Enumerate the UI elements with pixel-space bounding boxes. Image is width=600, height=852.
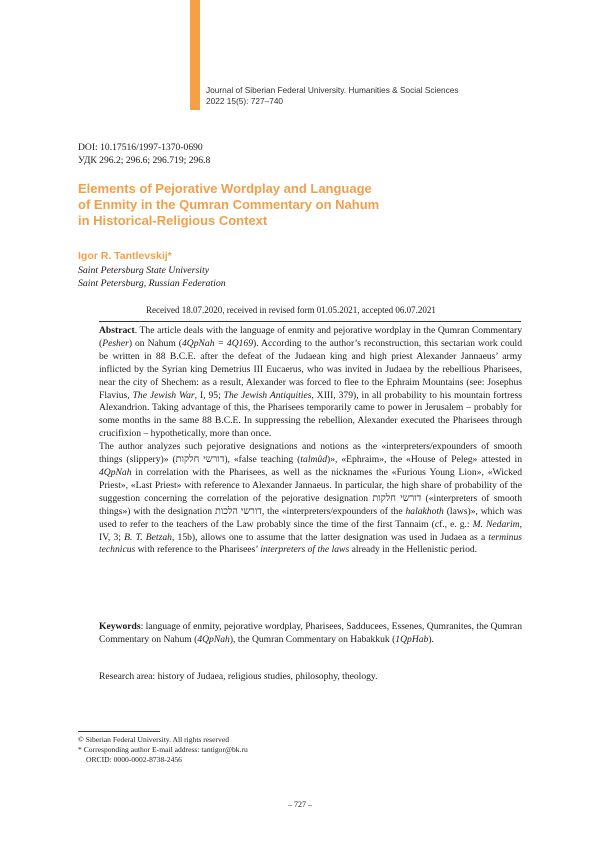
keywords: Keywords: language of enmity, pejorative wordplay, Pharisees, Sadducees, Essenes, Qumranites, the Qumran Commentary on Nahum (4QpNah), the Qumran Commentary on Habakkuk (1QpHab).: [99, 621, 522, 645]
abstract-top-rule: [99, 321, 521, 322]
journal-issue: 2022 15(5): 727–740: [206, 96, 284, 106]
journal-name: Journal of Siberian Federal University. Humanities & Social Sciences: [206, 85, 459, 95]
keywords-label: Keywords: [99, 621, 141, 632]
abstract-paragraph-1: Abstract. The article deals with the language of enmity and pejorative wordplay in the Qumran Commentary (Pesher) on Nahum (4QpNah = 4Q169). According to the author’s reconstruction, this sectarian work could be written in 88 B.C.E. after the defeat of the Judaean king and high priest Alexander Jannaeus’ army inflicted by the Syrian king Demetrius III Eucaerus, who was invited in Judaea by the rebellious Pharisees, near the city of Shechem: as a result, Alexander was forced to flee to the Ephraim Mountains (see: Josephus Flavius, The Jewish War, I, 95; The Jewish Antiquities, XIII, 379), in all probability to his mountain fortress Alexandrion. Taking advantage of this, the Pharisees temporarily came to power in Jerusalem – probably for some months in the same 88 B.C.E. In suppressing the rebellion, Alexander executed the Pharisees through crucifixion – hypothetically, more than once.: [99, 325, 523, 440]
title-line-3: in Historical-Religious Context: [78, 213, 268, 228]
author-affiliation: [78, 264, 226, 290]
research-area: Research area: history of Judaea, religious studies, philosophy, theology.: [99, 671, 378, 682]
abstract-paragraph-2: The author analyzes such pejorative designations and notions as the «interpreters/expounders of smooth things (slippery)» (דורשי חלקות), «false teaching (talmûd)», «Ephraim», the «House of Peleg» attested in 4QpNah in correlation with the Pharisees, as well as the nicknames the «Furious Young Lion», «Wicked Priest», «Last Priest» with reference to Alexander Jannaeus. In particular, the high share of probability of the suggestion concerning the correlation of the pejorative designation דורשי חלקות («interpreters of smooth things») with the designation דורשי הלכות, the «interpreters/expounders of the halakhoth (laws)», which was used to refer to the teachers of the Law probably since the time of the first Tannaim (cf., e. g.: M. Nedarim, IV, 3; B. T. Betzah, 15b), allows one to assume that the latter designation was used in Judaea as a terminus technicus with reference to the Pharisees’ interpreters of the laws already in the Hellenistic period.: [99, 441, 523, 556]
title-line-2: of Enmity in the Qumran Commentary on Nahum: [78, 197, 380, 212]
received-dates: Received 18.07.2020, received in revised form 01.05.2021, accepted 06.07.2021: [146, 305, 436, 315]
title-line-1: Elements of Pejorative Wordplay and Language: [78, 181, 372, 196]
header-accent-bar: [190, 0, 200, 110]
corresponding-author-note: * Corresponding author E-mail address: tantigor@bk.ru: [78, 745, 248, 754]
journal-header: [206, 85, 459, 107]
copyright-note: © Siberian Federal University. All rights reserved: [78, 735, 229, 744]
abstract-label: Abstract: [99, 325, 135, 336]
footnotes: [78, 735, 248, 765]
page-number: – 727 –: [288, 800, 312, 809]
udk: УДК 296.2; 296.6; 296.719; 296.8: [78, 155, 211, 166]
orcid-note: ORCID: 0000-0002-8738-2456: [86, 755, 182, 764]
article-identifiers: [78, 141, 210, 167]
author-name: Igor R. Tantlevskij*: [78, 250, 172, 262]
abstract: [99, 325, 522, 557]
affiliation-location: Saint Petersburg, Russian Federation: [78, 278, 226, 289]
article-title: [78, 181, 408, 229]
footnote-rule: [78, 731, 160, 732]
affiliation-university: Saint Petersburg State University: [78, 265, 210, 276]
doi: DOI: 10.17516/1997-1370-0690: [78, 142, 203, 153]
